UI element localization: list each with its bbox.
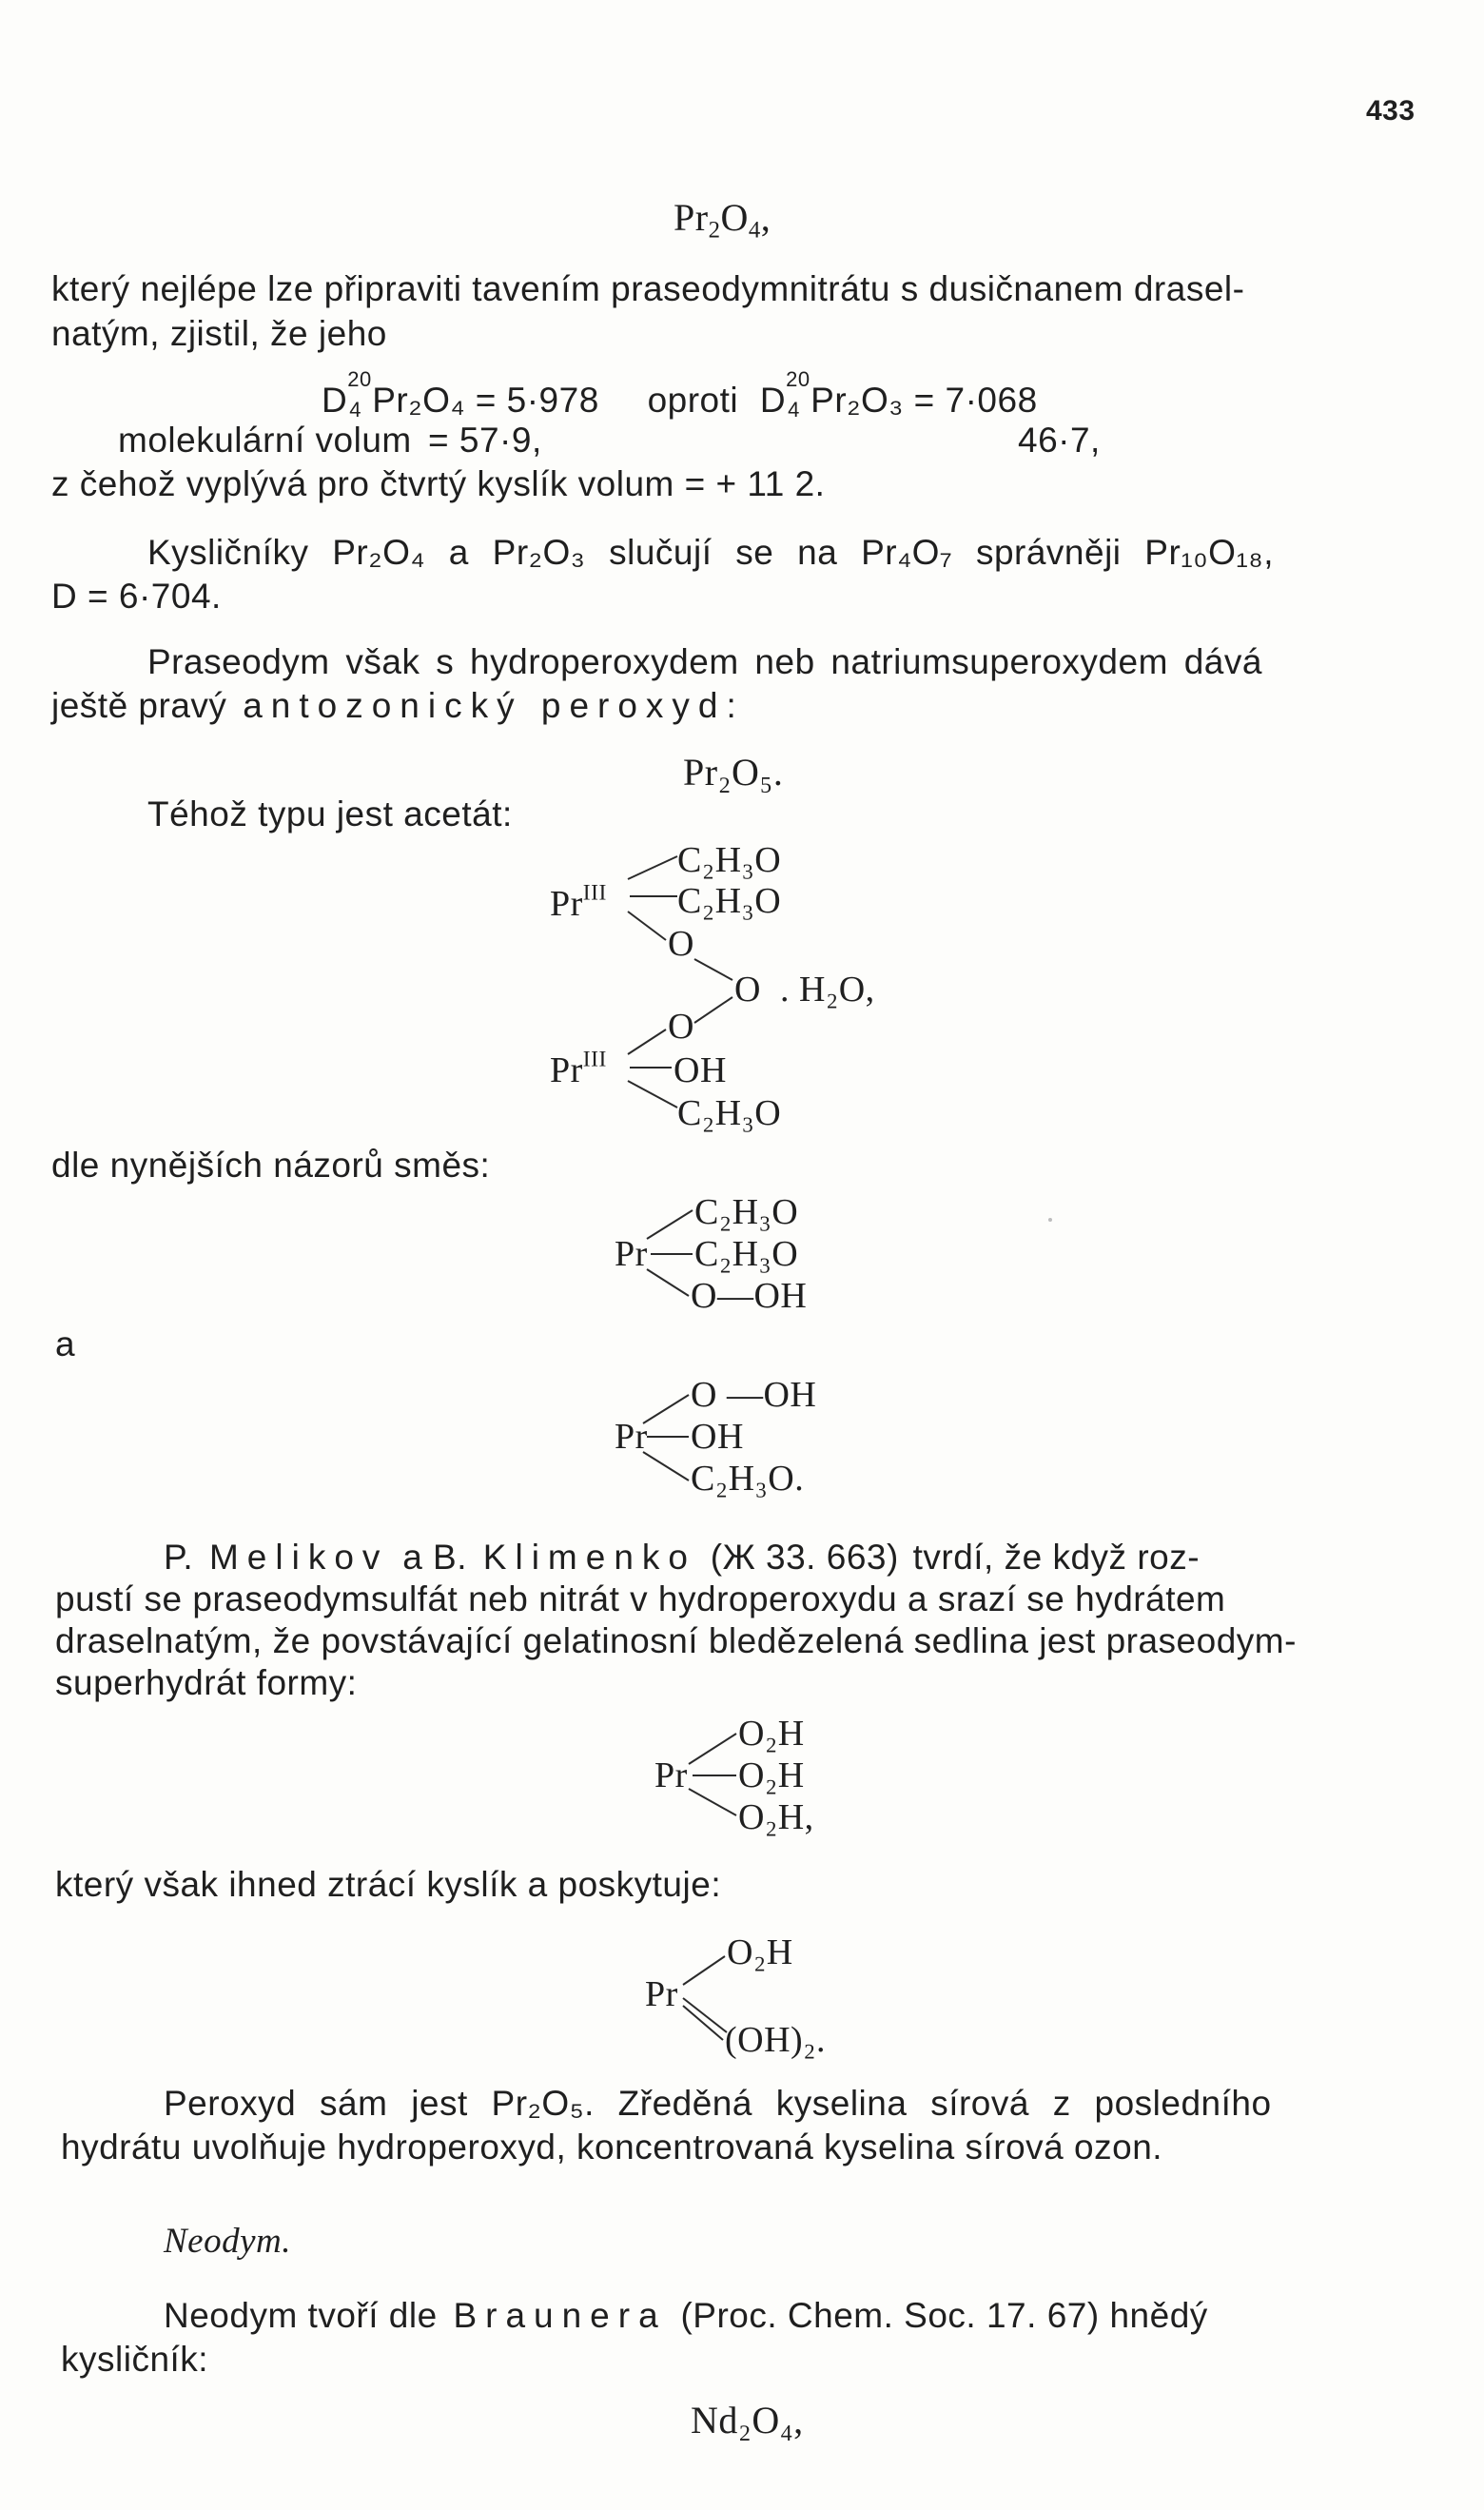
formula-nd2o4: Nd₂O₄, — [691, 2399, 804, 2441]
text-line: draselnatým, že povstávající gelatinosní bledězelená sedlina jest praseodym- — [55, 1621, 1297, 1660]
hydroperoxy-group: O₂H — [727, 1932, 793, 1972]
oxygen-atom: O — [668, 924, 694, 964]
acetyl-group: C₂H₃O — [677, 1093, 782, 1133]
water-label: . H₂O, — [780, 970, 875, 1010]
acetyl-group: C₂H₃O — [677, 840, 782, 880]
formula-pr2o4: $Pr_2O_4$, — [674, 196, 771, 244]
molvol-right: 46·7, — [1018, 421, 1101, 460]
density-line: D 20 4 Pr₂O₄ = 5·978 oproti D 20 4 Pr₂O₃ = 7·068 — [322, 367, 1038, 422]
page-number: 433 — [1366, 95, 1416, 127]
pr-atom: Pr — [645, 1974, 678, 2014]
text-line: ještě pravý antozonický peroxyd: — [51, 686, 745, 725]
molvol-left: = 57·9, — [428, 421, 542, 460]
pr-atom: Pr — [615, 1234, 648, 1274]
text-line: Praseodym však s hydroperoxydem neb natriumsuperoxydem dává — [147, 642, 1262, 681]
hydroperoxy-group: O—OH — [691, 1276, 808, 1316]
text-line: pustí se praseodymsulfát neb nitrát v hydroperoxydu a srazí se hydrátem — [55, 1579, 1226, 1618]
hydroxyl-group: OH — [691, 1417, 744, 1457]
text-line: natým, zjistil, že jeho — [51, 314, 387, 353]
acetyl-group: C₂H₃O — [694, 1234, 799, 1274]
formula-pr2o5: Pr₂O₅. — [683, 751, 784, 794]
pr-atom: $Pr^{III}$ — [550, 880, 607, 924]
hydroxyl-group: OH — [674, 1050, 727, 1090]
text-line: Neodym tvoří dle Braunera (Proc. Chem. Soc. 17. 67) hnědý — [164, 2296, 1208, 2335]
pr-atom: Pr — [654, 1755, 688, 1795]
text-line: D = 6·704. — [51, 577, 222, 616]
text-line: superhydrát formy: — [55, 1663, 358, 1702]
molvol-label: molekulární volum — [118, 421, 412, 460]
text-line: který však ihned ztrácí kyslík a poskytuje: — [55, 1865, 722, 1904]
hydroperoxy-group: O₂H, — [738, 1797, 814, 1837]
pr-atom: Pr — [615, 1417, 648, 1457]
text-line: P. Melikov a B. Klimenko (Ж 33. 663) tvrdí, že když roz- — [164, 1538, 1201, 1577]
hydroperoxy-group: O₂H — [738, 1755, 805, 1795]
text-line: kysličník: — [61, 2340, 209, 2379]
text-line: dle nynějších názorů směs: — [51, 1146, 491, 1185]
text-line: z čehož vyplývá pro čtvrtý kyslík volum = + 11 2. — [51, 464, 826, 503]
text-line: který nejlépe lze připraviti tavením praseodymnitrátu s dusičnanem drasel- — [51, 269, 1245, 308]
acetyl-group: C₂H₃O — [677, 881, 782, 921]
hydroperoxy-group: O —OH — [691, 1375, 817, 1415]
oxygen-atom: O — [668, 1007, 694, 1047]
text-line: Peroxyd sám jest Pr₂O₅. Zředěná kyselina sírová z posledního — [164, 2084, 1272, 2123]
acetyl-group: C₂H₃O. — [691, 1459, 805, 1499]
pr-atom: $Pr^{III}$ — [550, 1047, 607, 1090]
text-line: hydrátu uvolňuje hydroperoxyd, koncentrovaná kyselina sírová ozon. — [61, 2128, 1163, 2167]
hydroxyl-group: (OH)₂. — [725, 2020, 826, 2060]
oxygen-atom: O — [734, 970, 761, 1010]
acetyl-group: C₂H₃O — [694, 1192, 799, 1232]
section-heading-neodym: Neodym. — [164, 2222, 291, 2261]
hydroperoxy-group: O₂H — [738, 1714, 805, 1754]
conjunction-a: a — [55, 1324, 76, 1363]
text-line: Kysličníky Pr₂O₄ a Pr₂O₃ slučují se na Pr₄O₇ správněji Pr₁₀O₁₈, — [147, 533, 1275, 572]
text-line: Téhož typu jest acetát: — [147, 794, 513, 833]
paper-speck — [1048, 1218, 1052, 1222]
